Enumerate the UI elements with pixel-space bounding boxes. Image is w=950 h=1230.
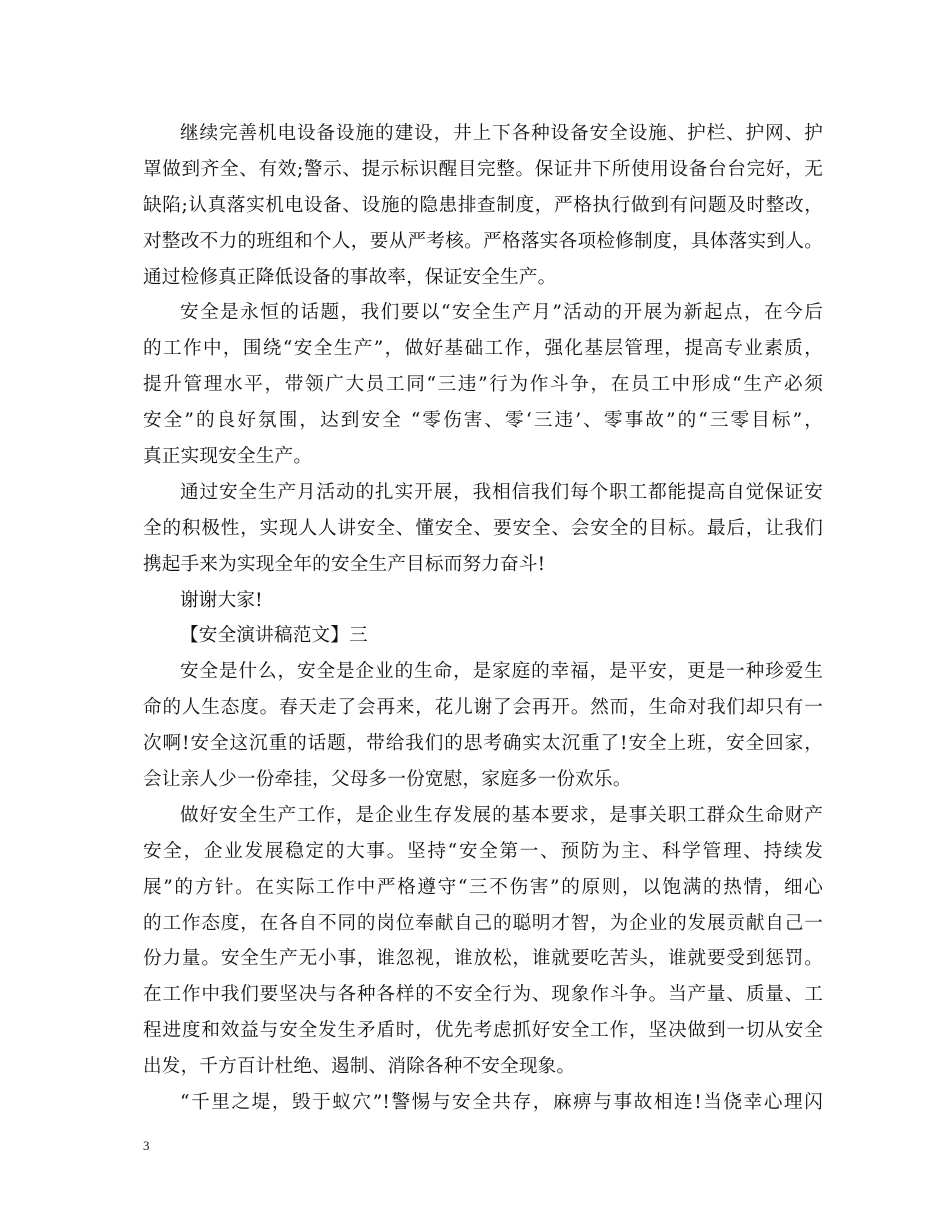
- text-line: 通过安全生产月活动的扎实开展，我相信我们每个职工都能提高自觉保证安: [180, 481, 823, 503]
- text-line: 【安全演讲稿范文】三: [180, 625, 368, 647]
- text-line: 的工作态度，在各自不同的岗位奉献自己的聪明才智，为企业的发展贡献自己一: [143, 912, 823, 934]
- text-line: 在工作中我们要坚决与各种各样的不安全行为、现象作斗争。当产量、质量、工: [143, 984, 823, 1006]
- text-line: 对整改不力的班组和个人，要从严考核。严格落实各项检修制度，具体落实到人。: [143, 230, 823, 252]
- document-body: [143, 116, 823, 1121]
- text-line: 安全”的良好氛围，达到安全 “零伤害、零‘三违’、零事故”的“三零目标”，: [143, 410, 823, 432]
- text-line: 安全是永恒的话题，我们要以“安全生产月”活动的开展为新起点，在今后: [180, 302, 823, 324]
- text-line: 缺陷;认真落实机电设备、设施的隐患排查制度，严格执行做到有问题及时整改，: [143, 194, 823, 216]
- text-line: 提升管理水平，带领广大员工同“三违”行为作斗争，在员工中形成“生产必须: [143, 374, 823, 396]
- text-line: 程进度和效益与安全发生矛盾时，优先考虑抓好安全工作，坚决做到一切从安全: [143, 1020, 823, 1042]
- text-line: 安全是什么，安全是企业的生命，是家庭的幸福，是平安，更是一种珍爱生: [180, 661, 823, 683]
- page-number: 3: [143, 1138, 150, 1153]
- text-line: 罩做到齐全、有效;警示、提示标识醒目完整。保证井下所使用设备台台完好，无: [143, 158, 823, 180]
- text-line: 谢谢大家!: [180, 589, 263, 611]
- text-line: 继续完善机电设备设施的建设，井上下各种设备安全设施、护栏、护网、护: [180, 123, 823, 144]
- text-line: 命的人生态度。春天走了会再来，花儿谢了会再开。然而，生命对我们却只有一: [143, 697, 823, 719]
- text-line: 做好安全生产工作，是企业生存发展的基本要求，是事关职工群众生命财产: [180, 804, 823, 826]
- text-line: 出发，千方百计杜绝、遏制、消除各种不安全现象。: [143, 1056, 576, 1078]
- text-line: 份力量。安全生产无小事，谁忽视，谁放松，谁就要吃苦头，谁就要受到惩罚。: [143, 948, 823, 970]
- text-line: 全的积极性，实现人人讲安全、懂安全、要安全、会安全的目标。最后，让我们: [143, 517, 823, 539]
- text-line: 携起手来为实现全年的安全生产目标而努力奋斗!: [143, 553, 546, 575]
- text-line: 安全，企业发展稳定的大事。坚持“安全第一、预防为主、科学管理、持续发: [143, 840, 823, 862]
- text-line: 会让亲人少一份牵挂，父母多一份宽慰，家庭多一份欢乐。: [143, 769, 632, 791]
- text-line: 的工作中，围绕“安全生产”，做好基础工作，强化基层管理，提高专业素质，: [143, 338, 823, 360]
- text-line: 展”的方针。在实际工作中严格遵守“三不伤害”的原则，以饱满的热情，细心: [143, 876, 823, 898]
- text-line: 次啊!安全这沉重的话题，带给我们的思考确实太沉重了!安全上班，安全回家，: [143, 733, 823, 755]
- text-line: “千里之堤，毁于蚁穴”!警惕与安全共存，麻痹与事故相连!当侥幸心理闪: [180, 1092, 823, 1114]
- text-line: 通过检修真正降低设备的事故率，保证安全生产。: [143, 266, 557, 288]
- text-line: 真正实现安全生产。: [143, 446, 313, 468]
